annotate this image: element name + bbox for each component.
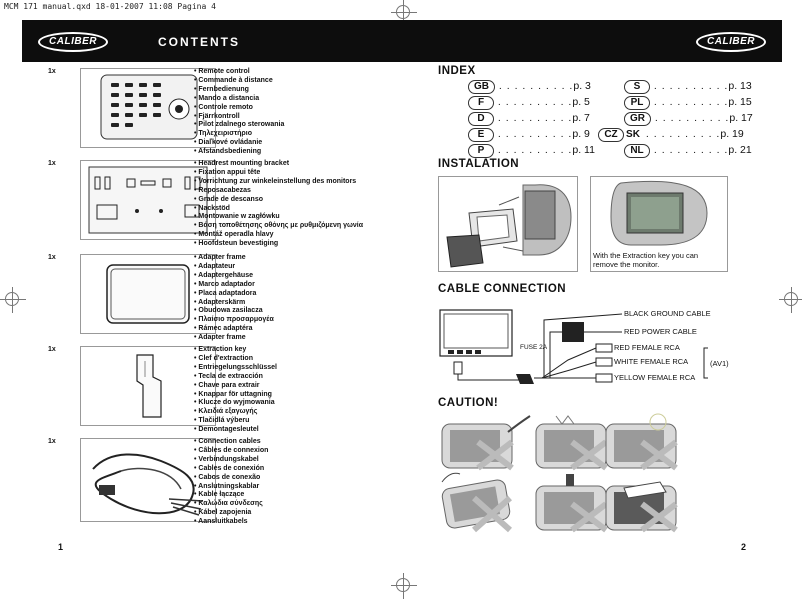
cable-diagram — [438, 300, 768, 390]
index-dots: . . . . . . . . . . — [494, 128, 573, 140]
item-names — [194, 68, 284, 157]
index-entry — [598, 144, 753, 160]
index-page: p. 9 — [572, 128, 590, 140]
item-name: • Câbles de connexion — [194, 447, 268, 456]
index-page: p. 19 — [720, 128, 744, 140]
index-entry — [468, 96, 595, 112]
item-name: • Τηλεχειριστήριο — [194, 130, 284, 139]
item-qty: 1x — [48, 160, 56, 167]
page-title: CONTENTS — [158, 35, 240, 49]
item-names — [194, 346, 277, 435]
label-white-rca: WHITE FEMALE RCA — [614, 357, 689, 366]
item-name: • Knappar för uttagning — [194, 391, 277, 400]
index-dots: . . . . . . . . . . — [642, 128, 721, 140]
item-name: • Montowanie w zagłówku — [194, 213, 363, 222]
item-name: • Καλώδια σύνδεσης — [194, 500, 268, 509]
item-name: • Kábel zapojenia — [194, 509, 268, 518]
item-name: • Fernbedienung — [194, 86, 284, 95]
item-name: • Clef d'extraction — [194, 355, 277, 364]
item-adapter-frame — [28, 254, 428, 342]
label-power-cable: RED POWER CABLE — [624, 327, 697, 336]
item-name: • Adapter frame — [194, 334, 274, 343]
index-title: INDEX — [438, 65, 476, 77]
registration-mark-left — [5, 292, 19, 306]
page-number-right: 2 — [741, 542, 747, 552]
item-mounting-bracket — [28, 160, 428, 248]
index-entry — [468, 112, 595, 128]
index-dots: . . . . . . . . . . — [650, 80, 729, 92]
language-code-badge: GR — [624, 112, 651, 126]
item-name: • Cables de conexión — [194, 465, 268, 474]
index-page: p. 3 — [573, 80, 591, 92]
index-dots: . . . . . . . . . . — [495, 80, 574, 92]
item-name: • Κλειδιά εξαγωγής — [194, 408, 277, 417]
brand-logo-left: CALIBER — [38, 32, 108, 52]
index-entry — [598, 112, 753, 128]
item-name: • Kable łączące — [194, 491, 268, 500]
index-dots: . . . . . . . . . . — [494, 112, 573, 124]
item-name: • Βάση τοποθέτησης οθόνης με ρυθμιζόμενη γωνία — [194, 222, 363, 231]
item-name: • Entriegelungsschlüssel — [194, 364, 277, 373]
item-qty: 1x — [48, 346, 56, 353]
caution-panel-1 — [442, 416, 530, 468]
cable-connection-title: CABLE CONNECTION — [438, 283, 567, 295]
language-code-badge: CZ — [598, 128, 624, 142]
index-page: p. 21 — [728, 144, 752, 156]
item-name: • Montáž operadla hlavy — [194, 231, 363, 240]
caution-panel-2 — [536, 416, 606, 468]
index-dots: . . . . . . . . . . — [650, 96, 729, 108]
item-remote-control — [28, 68, 428, 156]
index-left-column — [468, 80, 595, 160]
caution-title: CAUTION! — [438, 397, 499, 409]
item-name: • Marco adaptador — [194, 281, 274, 290]
item-name: • Extraction key — [194, 346, 277, 355]
installation-photo-bracket — [438, 176, 578, 272]
item-qty: 1x — [48, 254, 56, 261]
language-code-badge: NL — [624, 144, 650, 158]
caution-panel-4 — [441, 473, 511, 530]
language-code-badge: GB — [468, 80, 495, 94]
item-name: • Reposacabezas — [194, 187, 363, 196]
index-dots: . . . . . . . . . . — [494, 96, 573, 108]
item-qty: 1x — [48, 68, 56, 75]
item-name: • Placa adaptadora — [194, 290, 274, 299]
language-code-badge: E — [468, 128, 494, 142]
label-fuse: FUSE 2A — [520, 344, 548, 351]
item-name: • Demontagesleutel — [194, 426, 277, 435]
item-name: • Mando a distancia — [194, 95, 284, 104]
index-dots: . . . . . . . . . . — [651, 112, 730, 124]
label-ground-cable: BLACK GROUND CABLE — [624, 309, 711, 318]
language-code-badge: F — [468, 96, 494, 110]
index-right-column — [598, 80, 753, 160]
item-qty: 1x — [48, 438, 56, 445]
item-name: • Hoofdsteun bevestiging — [194, 240, 363, 249]
label-av1: (AV1) — [710, 359, 729, 368]
item-name: • Connection cables — [194, 438, 268, 447]
installation-photo-monitor — [590, 176, 728, 272]
index-entry — [598, 128, 753, 144]
caution-illustrations — [438, 412, 768, 537]
item-names — [194, 160, 363, 249]
language-code-badge: PL — [624, 96, 650, 110]
item-name: • Adapterskärm — [194, 299, 274, 308]
brand-logo-right: CALIBER — [696, 32, 766, 52]
item-name: • Adaptateur — [194, 263, 274, 272]
installation-title: INSTALATION — [438, 158, 520, 170]
item-name: • Pilot zdalnego sterowania — [194, 121, 284, 130]
item-name: • Chave para extrair — [194, 382, 277, 391]
item-name: • Grade de descanso — [194, 196, 363, 205]
item-name: • Nackstöd — [194, 205, 363, 214]
index-entry — [598, 96, 753, 112]
index-entry — [468, 128, 595, 144]
item-name: • Cabos de conexão — [194, 474, 268, 483]
registration-mark-bottom — [396, 578, 410, 592]
item-name: • Diaľkové ovládanie — [194, 139, 284, 148]
item-name: • Rámec adaptéra — [194, 325, 274, 334]
item-name: • Klucze do wyjmowania — [194, 399, 277, 408]
index-page: p. 17 — [729, 112, 753, 124]
item-name: • Tecla de extracción — [194, 373, 277, 382]
index-dots: . . . . . . . . . . — [650, 144, 729, 156]
item-name: • Aansluitkabels — [194, 518, 268, 527]
item-name: • Controle remoto — [194, 104, 284, 113]
item-name: • Commande à distance — [194, 77, 284, 86]
index-entry — [468, 80, 595, 96]
registration-mark-right — [784, 292, 798, 306]
item-connection-cables — [28, 438, 428, 528]
index-page: p. 5 — [572, 96, 590, 108]
item-name: • Adaptergehäuse — [194, 272, 274, 281]
caution-panel-5 — [536, 474, 606, 530]
item-name: • Tlačidlá výberu — [194, 417, 277, 426]
item-names — [194, 438, 268, 527]
header-banner — [22, 20, 782, 62]
item-extraction-key — [28, 346, 428, 434]
language-code-badge: D — [468, 112, 494, 126]
caution-panel-3 — [606, 414, 676, 468]
item-name: • Verbindungskabel — [194, 456, 268, 465]
index-dots: . . . . . . . . . . — [494, 144, 573, 156]
file-header: MCM 171 manual.qxd 18-01-2007 11:08 Pagina 4 — [4, 2, 216, 11]
index-page: p. 11 — [572, 144, 595, 156]
item-name: • Anslutningskablar — [194, 483, 268, 492]
registration-mark-top — [396, 5, 410, 19]
caution-panel-6 — [606, 482, 676, 530]
item-name: • Fixation appui tête — [194, 169, 363, 178]
item-name: • Afstandsbediening — [194, 148, 284, 157]
item-name: • Obudowa zasilacza — [194, 307, 274, 316]
label-red-rca: RED FEMALE RCA — [614, 343, 680, 352]
language-code-label: SK — [626, 129, 640, 140]
installation-caption: With the Extraction key you can remove the monitor. — [593, 251, 699, 269]
item-name: • Headrest mounting bracket — [194, 160, 363, 169]
label-yellow-rca: YELLOW FEMALE RCA — [614, 373, 696, 382]
page-number-left: 1 — [58, 542, 64, 552]
language-code-badge: S — [624, 80, 650, 94]
item-name: • Adapter frame — [194, 254, 274, 263]
index-page: p. 13 — [728, 80, 752, 92]
language-code-badge: P — [468, 144, 494, 158]
index-page: p. 15 — [728, 96, 752, 108]
item-name: • Fjärrkontroll — [194, 113, 284, 122]
item-names — [194, 254, 274, 343]
item-name: • Πλαίσιο προσαρμογέα — [194, 316, 274, 325]
item-name: • Remote control — [194, 68, 284, 77]
item-name: • Vorrichtung zur winkeleinstellung des monitors — [194, 178, 363, 187]
index-entry — [598, 80, 753, 96]
index-page: p. 7 — [572, 112, 590, 124]
